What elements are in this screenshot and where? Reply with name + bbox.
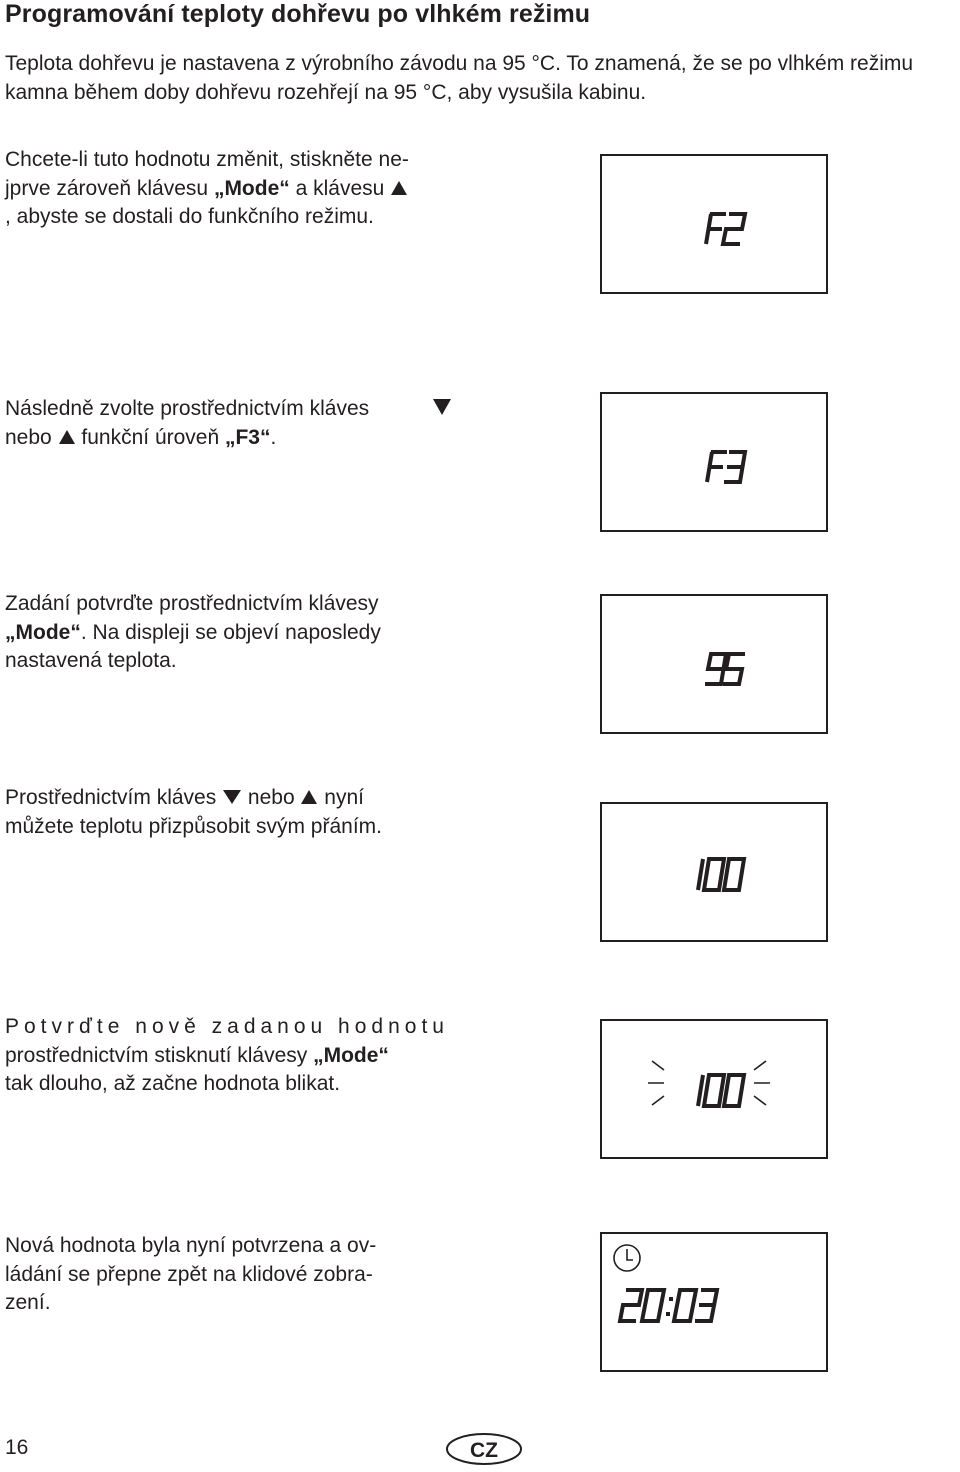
step-5-text: Potvrďte nově zadanou hodnotu prostřednictvím stisknutí klávesy „Mode“ tak dlouho, až začne hodnota blikat. bbox=[5, 1015, 449, 1095]
lcd-display-95 bbox=[600, 594, 828, 734]
lcd-digits bbox=[698, 859, 744, 890]
language-badge bbox=[445, 1431, 523, 1472]
intro-paragraph: Teplota dohřevu je nastavena z výrobního závodu na 95 °C. To znamená, že se po vlhkém režimu kamna během doby dohřevu rozehřejí na 95 °C, aby vysušila kabinu. bbox=[5, 52, 914, 104]
step-3-text: Zadání potvrďte prostřednictvím klávesy „Mode“. Na displeji se objeví naposledy nastavená teplota. bbox=[5, 592, 381, 672]
lcd-display-f3 bbox=[600, 392, 828, 532]
language-badge-oval bbox=[445, 1431, 523, 1467]
down-arrow-icon bbox=[222, 789, 242, 805]
language-code: CZ bbox=[470, 1439, 498, 1462]
lcd-readout-clock bbox=[602, 1234, 826, 1370]
step-2-text: Následně zvolte prostřednictvím kláves nebo funkční úroveň „F3“. bbox=[5, 397, 370, 449]
down-arrow-icon bbox=[432, 398, 452, 416]
lcd-readout-100-blinking bbox=[602, 1021, 826, 1157]
step-6-text: Nová hodnota byla nyní potvrzena a ov- ládání se přepne zpět na klidové zobra- zení. bbox=[5, 1234, 377, 1314]
step-1-text: Chcete-li tuto hodnotu změnit, stiskněte ne- jprve zároveň klávesu „Mode“ a klávesu , abyste se dostali do funkčního režimu. bbox=[5, 148, 409, 228]
lcd-digits bbox=[698, 1075, 744, 1106]
clock-icon bbox=[614, 1245, 640, 1271]
up-arrow-icon bbox=[58, 429, 76, 445]
up-arrow-icon bbox=[300, 789, 318, 805]
lcd-readout-f2 bbox=[602, 156, 826, 292]
lcd-display-clock bbox=[600, 1232, 828, 1372]
lcd-digits bbox=[705, 654, 745, 684]
lcd-digits bbox=[706, 214, 745, 244]
lcd-readout-f3 bbox=[602, 394, 826, 530]
page-title: Programování teploty dohřevu po vlhkém režimu bbox=[5, 0, 591, 28]
lcd-display-100 bbox=[600, 802, 828, 942]
lcd-digits bbox=[620, 1290, 717, 1321]
lcd-readout-95 bbox=[602, 596, 826, 732]
lcd-display-100-blinking bbox=[600, 1019, 828, 1159]
lcd-digits bbox=[707, 452, 745, 482]
lcd-display-f2 bbox=[600, 154, 828, 294]
lcd-readout-100 bbox=[602, 804, 826, 940]
step-4-text: Prostřednictvím kláves nebo nyní můžete teplotu přizpůsobit svým přáním. bbox=[5, 786, 382, 838]
page-number: 16 bbox=[5, 1436, 29, 1459]
up-arrow-icon bbox=[390, 180, 408, 196]
